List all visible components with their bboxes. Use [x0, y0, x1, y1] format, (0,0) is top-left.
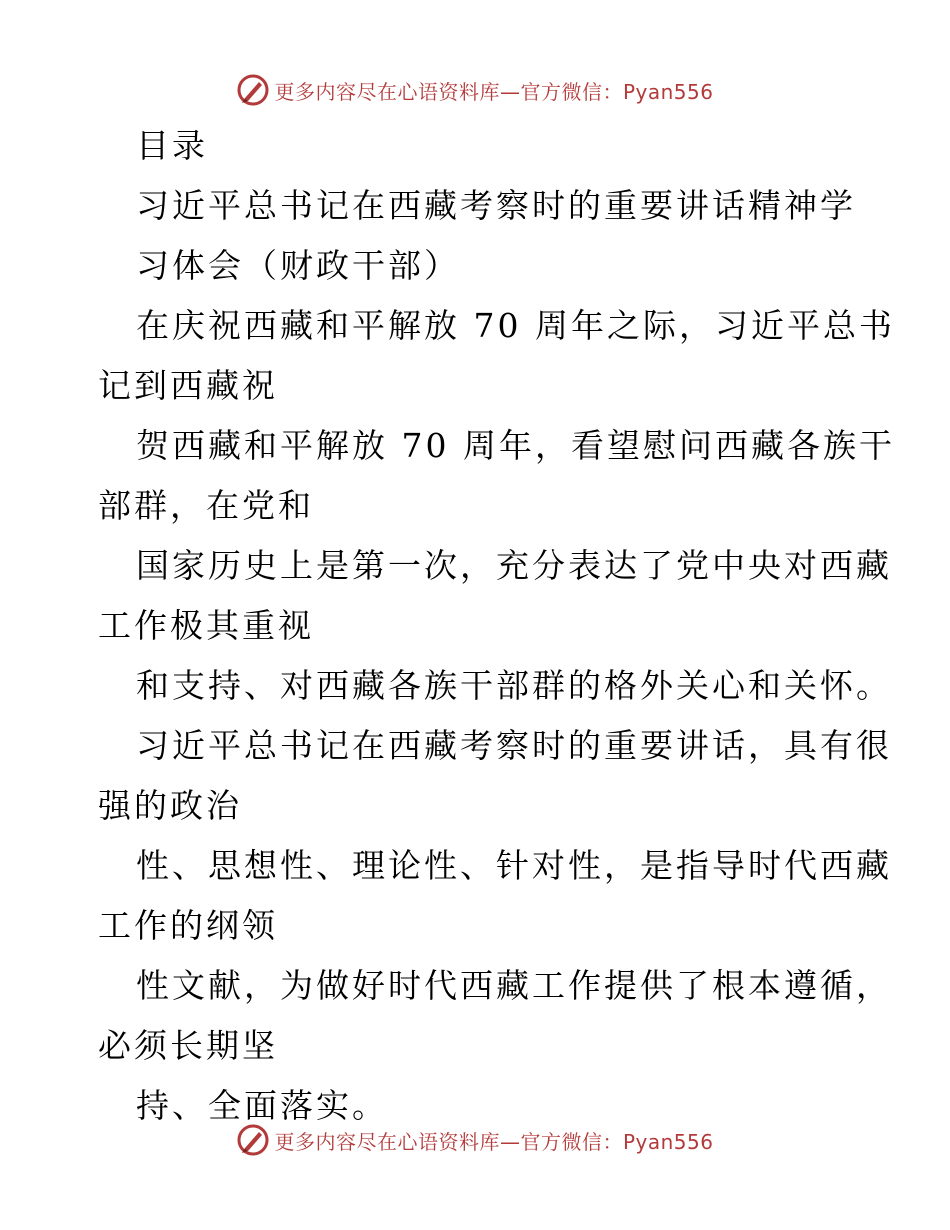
text-line: 部群，在党和 [98, 486, 314, 525]
text-line: 必须长期坚 [98, 1026, 278, 1065]
document-body [98, 116, 895, 1136]
text-line: 持、全面落实。 [136, 1086, 388, 1125]
banner-text: 更多内容尽在心语资料库—官方微信：Pyan556 [274, 79, 714, 104]
pen-logo-icon [236, 1123, 270, 1157]
text-line: 和支持、对西藏各族干部群的格外关心和关怀。 [136, 666, 892, 705]
toc-heading: 目录 [136, 126, 208, 165]
text-line: 强的政治 [98, 786, 242, 825]
text-line: 在庆祝西藏和平解放 70 周年之际，习近平总书 [136, 306, 895, 345]
text-line: 工作的纲领 [98, 906, 278, 945]
text-line: 性文献，为做好时代西藏工作提供了根本遵循， [136, 966, 892, 1005]
text-line: 贺西藏和平解放 70 周年，看望慰问西藏各族干 [136, 426, 895, 465]
text-line: 记到西藏祝 [98, 366, 278, 405]
header-banner [0, 70, 950, 110]
text-line: 习体会（财政干部） [136, 246, 460, 285]
text-line: 国家历史上是第一次，充分表达了党中央对西藏 [136, 546, 892, 585]
footer-banner [0, 1120, 950, 1160]
banner-text: 更多内容尽在心语资料库—官方微信：Pyan556 [274, 1129, 714, 1154]
pen-logo-icon [236, 73, 270, 107]
text-line: 性、思想性、理论性、针对性，是指导时代西藏 [136, 846, 892, 885]
text-line: 习近平总书记在西藏考察时的重要讲话，具有很 [136, 726, 892, 765]
text-line: 工作极其重视 [98, 606, 314, 645]
text-line: 习近平总书记在西藏考察时的重要讲话精神学 [136, 186, 856, 225]
